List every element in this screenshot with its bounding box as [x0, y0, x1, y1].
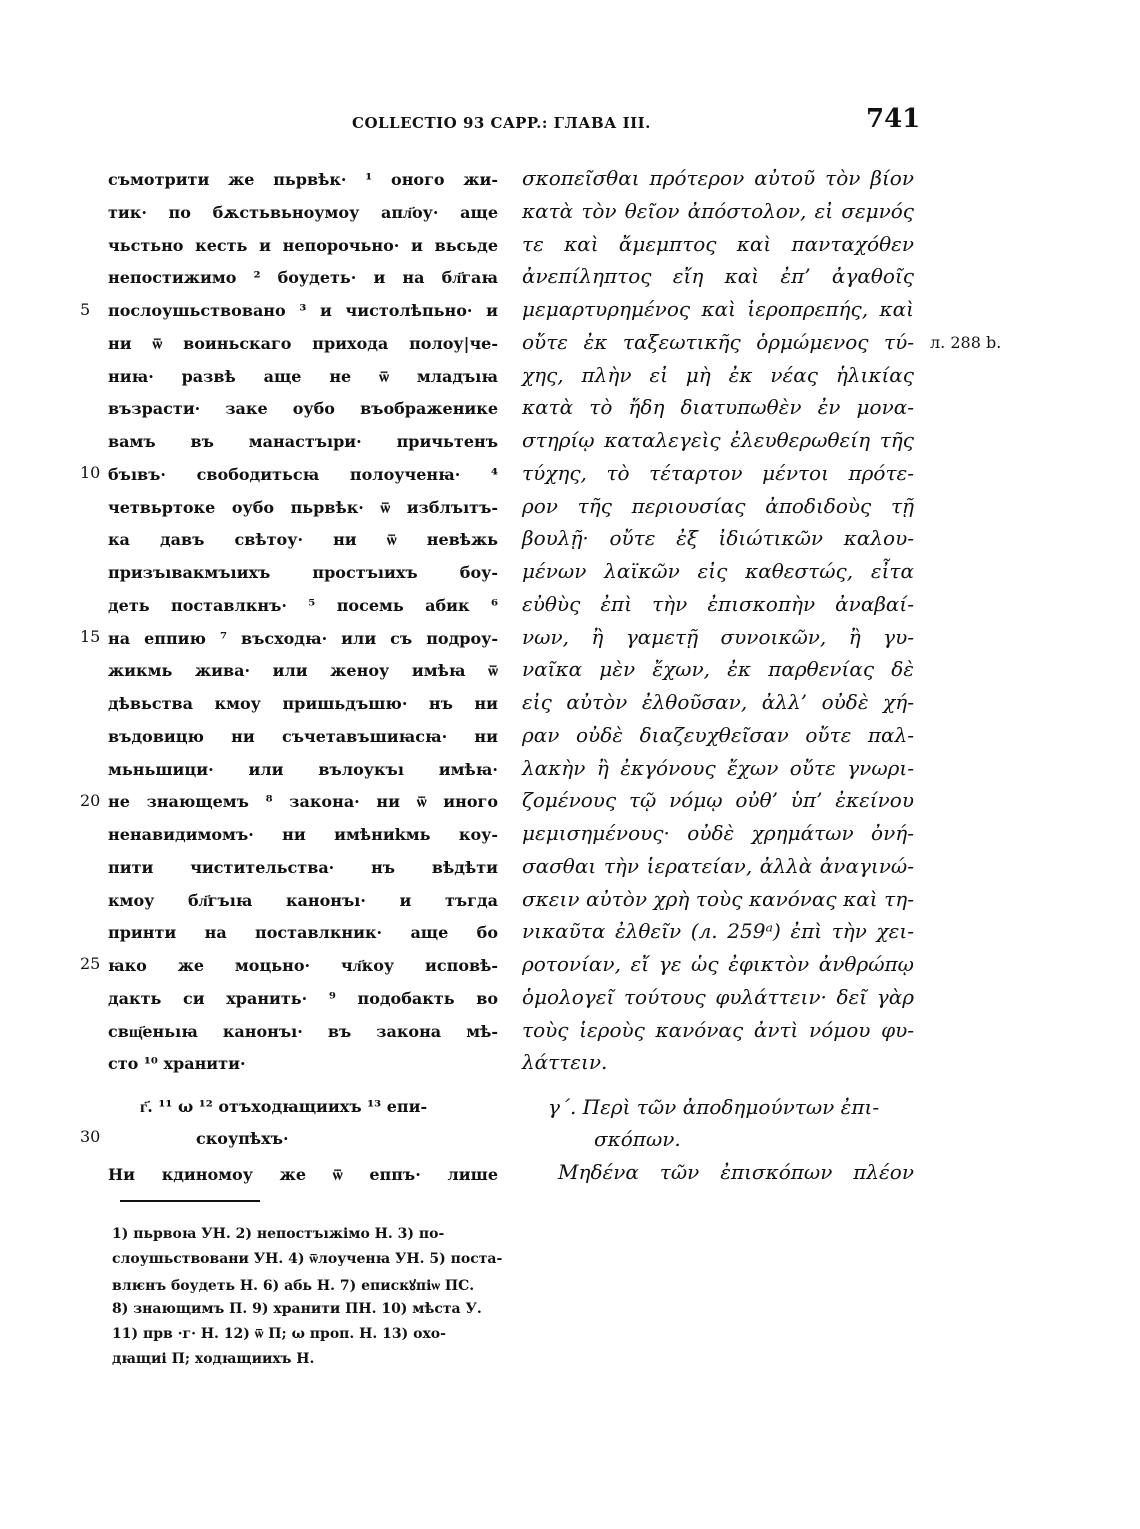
greek-line: νικαῦτα ἐλθεῖν (л. 259ᵃ) ἐπὶ τὴν χει-: [522, 919, 914, 943]
slavonic-line: послоушьствовано ³ и чистолѣпьно· и: [108, 301, 498, 320]
greek-line: μένων λαϊκῶν εἰς καθεστώς, εἶτα: [522, 559, 914, 583]
line-number-20: 20: [80, 791, 101, 810]
greek-line: λάττειν.: [522, 1050, 608, 1074]
slavonic-line: бъıвъ· свободитьсꙗ полоученꙗ· ⁴: [108, 465, 498, 484]
line-number-10: 10: [80, 463, 101, 482]
slavonic-line: ни ѿ воиньскаго прихода полоу|че-: [108, 334, 498, 353]
slavonic-line: кмоу бл҃гъıꙗ канонъı· и тъгда: [108, 891, 498, 910]
greek-line: Μηδένα τῶν ἐπισκόπων πλέον: [558, 1160, 914, 1184]
slavonic-line: сто ¹⁰ хранити·: [108, 1054, 246, 1073]
greek-line: τοὺς ἱεροὺς κανόνας ἀντὶ νόμου φυ-: [522, 1018, 914, 1042]
slavonic-line: тик· по бѫстьвьноумоу апл҃оу· аще: [108, 203, 498, 222]
slavonic-line: призъıвакмъıихъ простъıихъ боу-: [108, 563, 498, 582]
slavonic-line: пити чистительства· нъ вѣдѣти: [108, 858, 498, 877]
greek-chapter-heading-cont: σκόπων.: [594, 1127, 681, 1151]
slavonic-line: дѣвьства кмоу пришьдъшю· нъ ни: [108, 694, 498, 713]
slavonic-chapter-heading: г҃. ¹¹ ω ¹² отъходꙗщиихъ ¹³ епи-: [140, 1097, 428, 1116]
greek-line: ρον τῆς περιουσίας ἀποδιδοὺς τῇ: [522, 494, 914, 518]
footnote-line: 11) прв ·г· Н. 12) ѿ П; ω проп. Н. 13) охо-: [112, 1326, 446, 1342]
slavonic-line: мьньшици· или вълоукъı имѣꙗ·: [108, 760, 498, 779]
footnote-rule: [120, 1200, 260, 1202]
margin-folio-note: л. 288 b.: [930, 333, 1002, 352]
greek-line: μεμαρτυρημένος καὶ ἱεροπρεπής, καὶ: [522, 297, 914, 321]
footnote-line: дꙗщиі П; ходꙗщиихъ Н.: [112, 1351, 315, 1367]
slavonic-line: чьстьно кесть и непорочьно· и вьсьде: [108, 236, 498, 255]
greek-line: εἰς αὐτὸν ἐλθοῦσαν, ἀλλ’ οὐδὲ χή-: [522, 690, 914, 714]
greek-line: μεμισημένους· οὐδὲ χρημάτων ὀνή-: [522, 821, 914, 845]
footnote-line: влѥнъ боудеть Н. 6) абь Н. 7) епискꙋпіѡ ПС.: [112, 1278, 475, 1294]
greek-line: εὐθὺς ἐπὶ τὴν ἐπισκοπὴν ἀναβαί-: [522, 592, 914, 616]
greek-line: τε καὶ ἄμεμπτος καὶ πανταχόθεν: [522, 232, 914, 256]
footnote-line: слоушьствовани УН. 4) ѿлоученꙗ УН. 5) поста-: [112, 1251, 503, 1267]
slavonic-line: деть поставлкнъ· ⁵ посемь абик ⁶: [108, 596, 498, 615]
greek-line: βουλῇ· οὔτε ἐξ ἰδιώτικῶν καλου-: [522, 526, 914, 550]
slavonic-line: възрасти· заке оубо въображенике: [108, 399, 498, 418]
slavonic-line: въдовицю ни съчетавъшиꙗсꙗ· ни: [108, 727, 498, 746]
greek-line: ναῖκα μὲν ἔχων, ἐκ παρθενίας δὲ: [522, 657, 914, 681]
slavonic-line: дакть си хранить· ⁹ подобакть во: [108, 989, 498, 1008]
slavonic-line: съмотрити же пьрвѣк· ¹ оного жи-: [108, 170, 498, 189]
greek-line: στηρίῳ καταλεγεὶς ἐλευθερωθείη τῆς: [522, 428, 914, 452]
slavonic-line: на еппию ⁷ въсходꙗ· или съ подроу-: [108, 629, 498, 648]
footnote-line: 8) знающимъ П. 9) хранити ПН. 10) мѣста У.: [112, 1301, 482, 1317]
greek-line: κατὰ τὸν θεῖον ἀπόστολον, εἰ σεμνός: [522, 199, 914, 223]
greek-line: ζομένους τῷ νόμῳ οὐθ’ ὑπ’ ἐκείνου: [522, 788, 914, 812]
slavonic-chapter-heading-cont: скоупѣхъ·: [196, 1129, 289, 1148]
greek-line: νων, ἢ γαμετῇ συνοικῶν, ἢ γυ-: [522, 625, 914, 649]
greek-line: οὔτε ἐκ ταξεωτικῆς ὁρμώμενος τύ-: [522, 330, 914, 354]
greek-line: σκειν αὐτὸν χρὴ τοὺς κανόνας καὶ τη-: [522, 887, 914, 911]
slavonic-line: свщ҃еньıꙗ канонъı· въ закона мѣ-: [108, 1022, 498, 1041]
footnote-line: 1) пьрвоꙗ УН. 2) непостъıжімо Н. 3) по-: [112, 1226, 445, 1242]
slavonic-line: вамъ въ манастъıри· причьтенъ: [108, 432, 498, 451]
running-header: COLLECTIO 93 CAPP.: ГЛАВА III.: [352, 114, 651, 132]
slavonic-line: ꙗко же моцьно· чл҃коу исповѣ-: [108, 956, 498, 975]
greek-line: ὁμολογεῖ τούτους φυλάττειν· δεῖ γὰρ: [522, 985, 914, 1009]
line-number-30: 30: [80, 1127, 101, 1146]
greek-line: ροτονίαν, εἴ γε ὡς ἐφικτὸν ἀνθρώπῳ: [522, 952, 914, 976]
greek-line: τύχης, τὸ τέταρτον μέντοι πρότε-: [522, 461, 914, 485]
slavonic-line: четвьртоке оубо пьрвѣк· ѿ изблъıтъ-: [108, 498, 498, 517]
line-number-15: 15: [80, 627, 101, 646]
slavonic-line: непостижимо ² боудеть· и на бл҃гаꙗ: [108, 268, 498, 287]
slavonic-line: ка давъ свѣтоу· ни ѿ невѣжь: [108, 530, 498, 549]
greek-chapter-heading: γ΄. Περὶ τῶν ἀποδημούντων ἐπι-: [548, 1095, 880, 1119]
greek-line: σκοπεῖσθαι πρότερον αὐτοῦ τὸν βίον: [522, 166, 914, 190]
page-number: 741: [866, 104, 921, 134]
greek-line: σασθαι τὴν ἱερατείαν, ἀλλὰ ἀναγινώ-: [522, 854, 914, 878]
slavonic-line: не знающемъ ⁸ закона· ни ѿ иного: [108, 792, 498, 811]
slavonic-line: принти на поставлкник· аще бо: [108, 923, 498, 942]
greek-line: κατὰ τὸ ἤδη διατυπωθὲν ἐν μονα-: [522, 395, 914, 419]
slavonic-line: ниꙗ· развѣ аще не ѿ младъıꙗ: [108, 367, 498, 386]
greek-line: λακὴν ἢ ἐκγόνους ἔχων οὔτε γνωρι-: [522, 756, 914, 780]
line-number-5: 5: [80, 300, 91, 319]
slavonic-line: Ни кдиномоу же ѿ еппъ· лише: [108, 1165, 498, 1184]
greek-line: χης, πλὴν εἰ μὴ ἐκ νέας ἡλικίας: [522, 363, 914, 387]
greek-line: ραν οὐδὲ διαζευχθεῖσαν οὔτε παλ-: [522, 723, 914, 747]
slavonic-line: жикмь жива· или женоу имѣꙗ ѿ: [108, 661, 498, 680]
greek-line: ἀνεπίληπτος εἴη καὶ ἐπ’ ἀγαθοῖς: [522, 264, 914, 288]
line-number-25: 25: [80, 954, 101, 973]
slavonic-line: ненавидимомъ· ни имѣниkмь коу-: [108, 825, 498, 844]
